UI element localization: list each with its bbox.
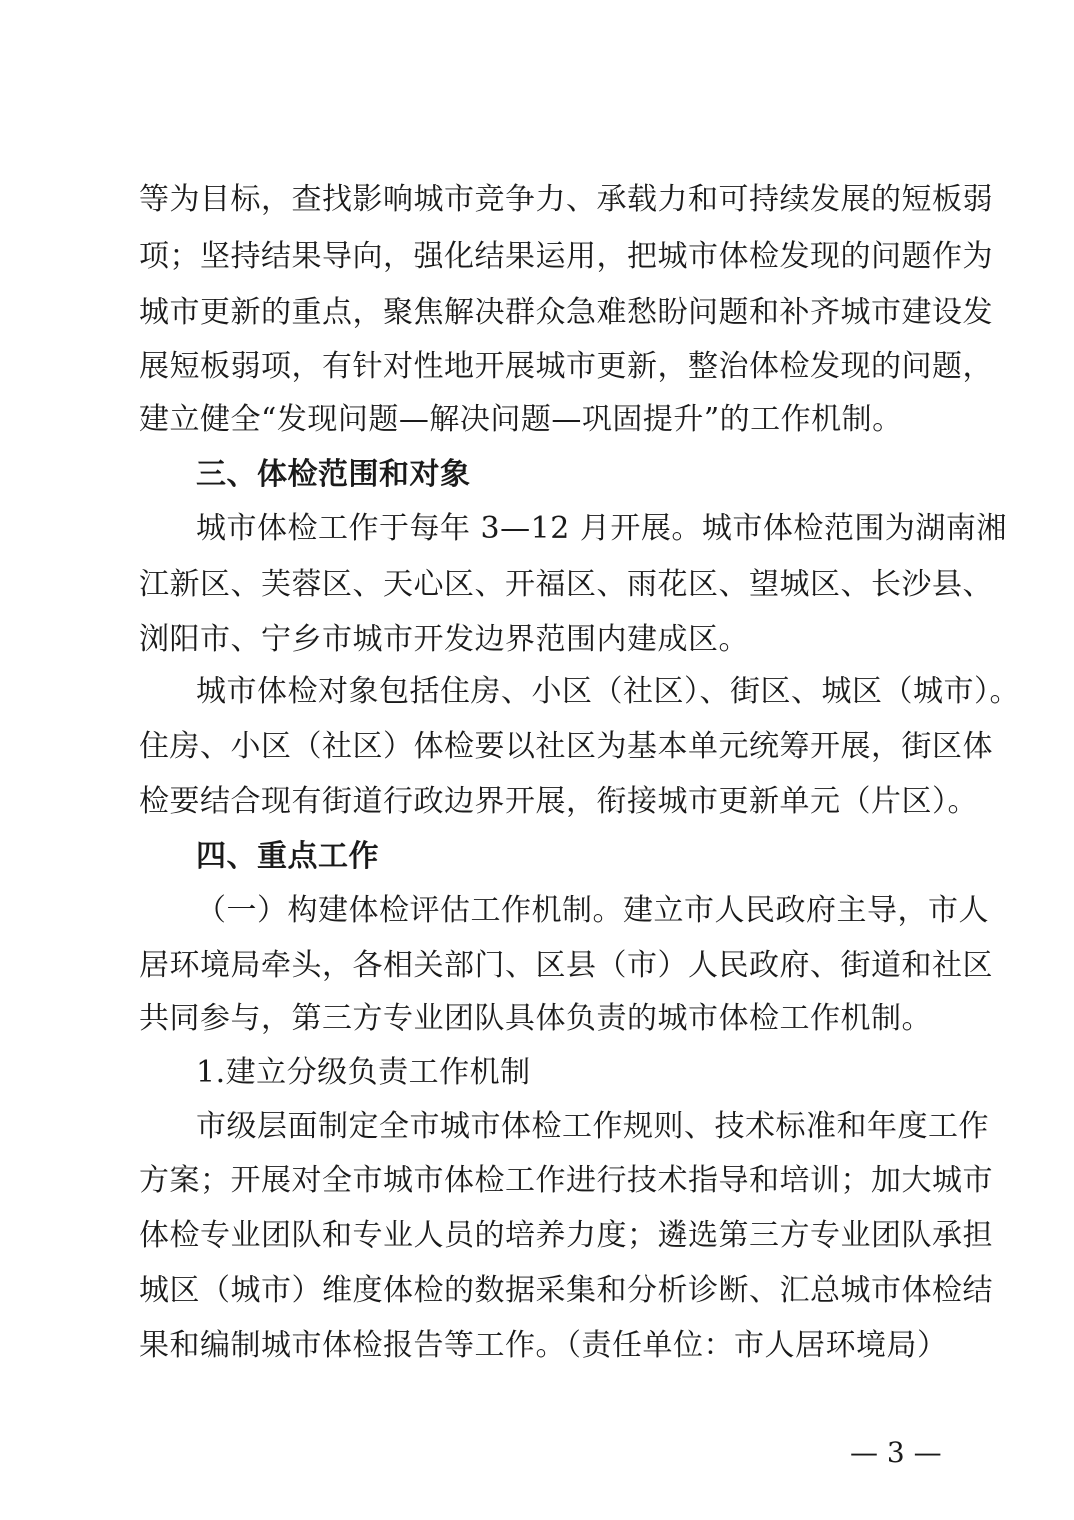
body-text-line: 共同参与，第三方专业团队具体负责的城市体检工作机制。 <box>139 1001 932 1036</box>
section-heading-scope: 三、体检范围和对象 <box>196 457 471 492</box>
body-text-line: 方案；开展对全市城市体检工作进行技术指导和培训；加大城市 <box>139 1163 993 1198</box>
page-number: — 3 — <box>850 1436 942 1469</box>
body-text-line: 城市体检对象包括住房、小区（社区）、街区、城区（城市）。 <box>196 674 1020 709</box>
body-text-line: 居环境局牵头，各相关部门、区县（市）人民政府、街道和社区 <box>139 948 993 983</box>
body-text-line: 项；坚持结果导向，强化结果运用，把城市体检发现的问题作为 <box>139 239 993 274</box>
body-text-line: 果和编制城市体检报告等工作。（责任单位：市人居环境局） <box>139 1328 948 1363</box>
body-text-line: 浏阳市、宁乡市城市开发边界范围内建成区。 <box>139 622 749 657</box>
body-text-line: 检要结合现有街道行政边界开展，衔接城市更新单元（片区）。 <box>139 784 978 819</box>
body-text-line: 体检专业团队和专业人员的培养力度；遴选第三方专业团队承担 <box>139 1218 993 1253</box>
body-text-line: （一）构建体检评估工作机制。建立市人民政府主导，市人 <box>196 893 989 928</box>
body-text-line: 建立健全“发现问题—解决问题—巩固提升”的工作机制。 <box>139 402 903 437</box>
body-text-line: 江新区、芙蓉区、天心区、开福区、雨花区、望城区、长沙县、 <box>139 567 993 602</box>
section-heading-key-work: 四、重点工作 <box>196 839 379 874</box>
body-text-line: 城市更新的重点，聚焦解决群众急难愁盼问题和补齐城市建设发 <box>139 295 993 330</box>
body-text-line: 展短板弱项，有针对性地开展城市更新，整治体检发现的问题， <box>139 349 993 384</box>
body-text-line: 住房、小区（社区）体检要以社区为基本单元统筹开展，街区体 <box>139 729 993 764</box>
body-text-line: 等为目标，查找影响城市竞争力、承载力和可持续发展的短板弱 <box>139 182 993 217</box>
subsection-heading: 1.建立分级负责工作机制 <box>196 1055 531 1090</box>
body-text-line: 城区（城市）维度体检的数据采集和分析诊断、汇总城市体检结 <box>139 1273 993 1308</box>
body-text-line: 城市体检工作于每年 3—12 月开展。城市体检范围为湖南湘 <box>196 511 1007 546</box>
body-text-line: 市级层面制定全市城市体检工作规则、技术标准和年度工作 <box>196 1109 989 1144</box>
